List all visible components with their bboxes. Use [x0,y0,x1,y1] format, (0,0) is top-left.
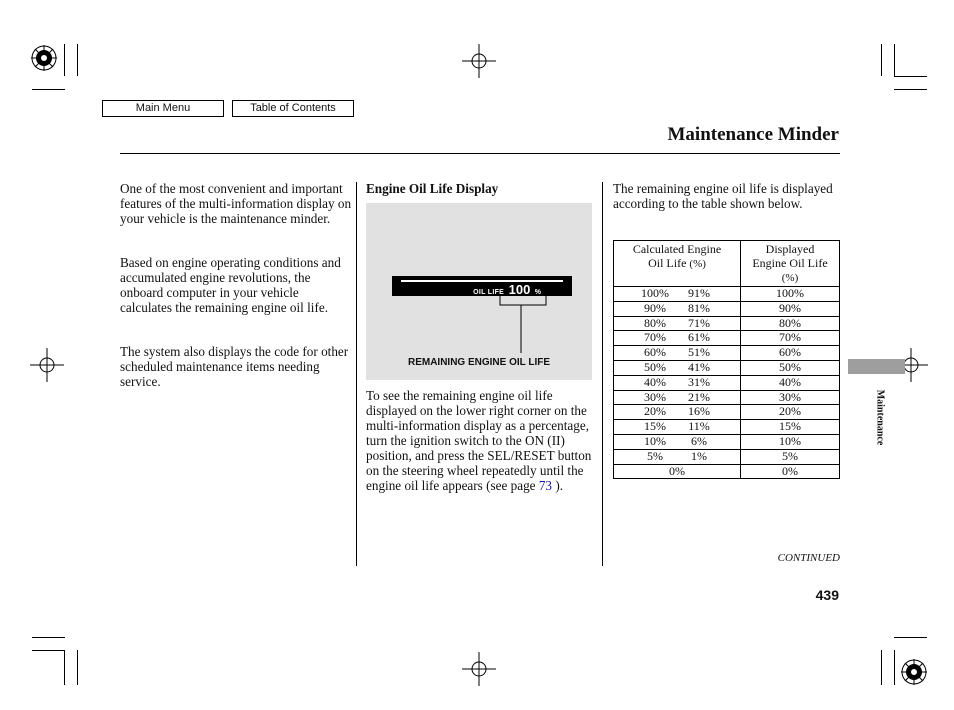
calculated-range-cell: 10% 6% [614,434,741,449]
codes-paragraph: The system also displays the code for other scheduled maintenance items needing service. [120,344,349,389]
table-row [614,405,840,420]
displayed-value-cell: 70% [741,331,840,346]
table-of-contents-button[interactable]: Table of Contents [232,100,354,117]
displayed-value-cell: 5% [741,449,840,464]
oil-life-label: OIL LIFE [473,289,505,296]
displayed-value-cell: 100% [741,287,840,302]
table-row [614,346,840,361]
calculated-range-cell: 0% [614,464,741,479]
calculation-paragraph: Based on engine operating conditions and accumulated engine revolutions, the onboard computer in your vehicle calculates the remaining engine oil life. [120,255,341,315]
table-row [614,464,840,479]
column-divider [356,182,357,566]
oil-life-value: 100 [508,282,531,297]
oil-life-unit: % [534,289,541,296]
registration-sunburst-icon [30,44,58,72]
table-row [614,420,840,435]
section-tab-label: Maintenance [874,389,886,446]
displayed-value-cell: 90% [741,301,840,316]
continued-label: CONTINUED [777,552,840,564]
calculated-range-cell: 60% 51% [614,346,741,361]
section-heading: Engine Oil Life Display [366,181,499,196]
displayed-value-cell: 50% [741,360,840,375]
table-row [614,316,840,331]
table-row [614,375,840,390]
page-title: Maintenance Minder [667,124,839,145]
main-menu-button[interactable]: Main Menu [102,100,224,117]
column-divider [602,182,603,566]
calculated-range-cell: 20% 16% [614,405,741,420]
calculated-range-cell: 90% 81% [614,301,741,316]
displayed-value-cell: 40% [741,375,840,390]
displayed-value-cell: 15% [741,420,840,435]
table-row [614,360,840,375]
table-row [614,390,840,405]
table-row [614,301,840,316]
registration-crosshair-icon [462,44,496,78]
table-intro-paragraph: The remaining engine oil life is displayed according to the table shown below. [613,181,833,211]
page-number: 439 [815,587,839,603]
registration-sunburst-icon [900,658,928,686]
section-tab-marker [848,359,905,374]
table-row [614,331,840,346]
table-row [614,287,840,302]
calculated-range-cell: 70% 61% [614,331,741,346]
displayed-value-cell: 20% [741,405,840,420]
intro-paragraph: One of the most convenient and important features of the multi-information display on your vehicle is the maintenance minder. [120,181,352,226]
displayed-value-cell: 30% [741,390,840,405]
displayed-header: Displayed Engine Oil Life (%) [741,241,840,287]
table-row [614,434,840,449]
registration-crosshair-icon [462,652,496,686]
calculated-range-cell: 100% 91% [614,287,741,302]
displayed-value-cell: 0% [741,464,840,479]
page-link[interactable]: 73 [538,478,553,493]
calculated-header: Calculated Engine Oil Life (%) [614,241,741,287]
instructions-paragraph: To see the remaining engine oil life displayed on the lower right corner on the multi-information display as a percentage, turn the ignition switch to the ON (II) position, and press the SEL/RESET button on the steering wheel repeatedly until the engine oil life appears (see page 73 ). [366,388,592,493]
calculated-range-cell: 15% 11% [614,420,741,435]
calculated-range-cell: 30% 21% [614,390,741,405]
table-row [614,449,840,464]
oil-life-table [613,240,840,479]
callout-bracket-icon [366,203,592,363]
displayed-value-cell: 10% [741,434,840,449]
figure-caption: REMAINING ENGINE OIL LIFE [407,357,551,368]
title-rule [120,153,840,154]
calculated-range-cell: 50% 41% [614,360,741,375]
oil-life-figure [366,203,592,380]
displayed-value-cell: 60% [741,346,840,361]
calculated-range-cell: 40% 31% [614,375,741,390]
displayed-value-cell: 80% [741,316,840,331]
calculated-range-cell: 80% 71% [614,316,741,331]
calculated-range-cell: 5% 1% [614,449,741,464]
registration-crosshair-icon [30,348,64,382]
